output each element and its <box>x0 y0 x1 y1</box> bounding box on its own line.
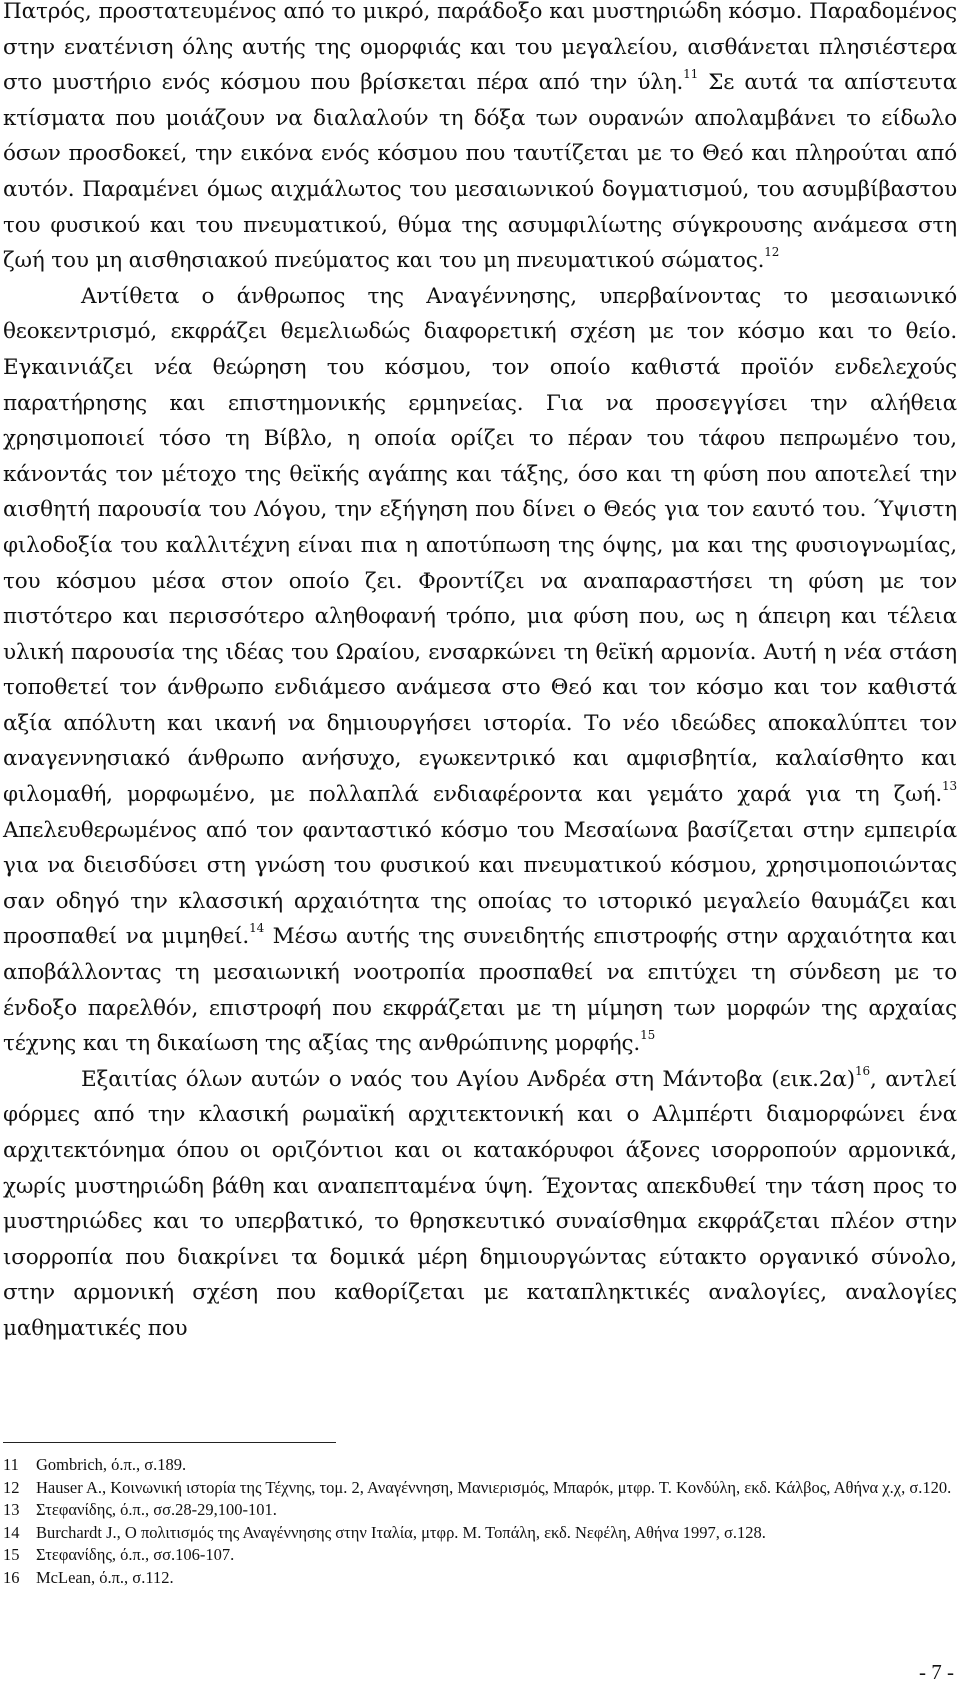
footnote-number: 16 <box>3 1567 20 1587</box>
footnotes <box>3 1454 957 1590</box>
footnote-number: 15 <box>3 1545 20 1565</box>
paragraph-2-text-cont: Απελευθερωμένος από τον φανταστικό κόσμο του Μεσαίωνα βασίζεται στην εμπειρία για να διεισδύσει στη γνώση του φυσικού και πνευματικού κόσμου, χρησιμοποιώντας σαν οδηγό την κλασσική αρχαιότητα της οποίας το ιστορικό μεγαλείο θαυμάζει και προσπαθεί να μιμηθεί. <box>3 817 957 950</box>
footnote-text: Gombrich, ό.π., σ.189. <box>36 1455 187 1474</box>
footnote-number: 14 <box>3 1522 20 1542</box>
footnote-text: McLean, ό.π., σ.112. <box>36 1567 174 1587</box>
paragraph-1 <box>3 0 957 279</box>
footnote-item <box>3 1544 957 1567</box>
paragraph-3-text: Εξαιτίας όλων αυτών ο ναός του Αγίου Ανδρέα στη Μάντοβα (εικ.2α) <box>81 1066 855 1092</box>
footnote-item <box>3 1477 957 1500</box>
footnote-ref-12[interactable]: 12 <box>764 245 780 259</box>
paragraph-2 <box>3 279 957 1062</box>
footnote-number: 13 <box>3 1500 20 1520</box>
footnote-item <box>3 1567 957 1590</box>
paragraph-3-text-cont: , αντλεί φόρμες από την κλασική ρωμαϊκή αρχιτεκτονική και ο Αλμπέρτι διαμορφώνει ένα αρχιτεκτόνημα όπου οι οριζόντιοι και οι κατακόρυφοι άξονες ισορροπούν αρμονικά, χωρίς μυστηριώδη βάθη και αναπεπταμένα ύψη. Έχοντας απεκδυθεί την τάση προς το μυστηριώδες και το υπερβατικό, το θρησκευτικό συναίσθημα εκφράζεται πλέον στην ισορροπία που διακρίνει τα δομικά μέρη δημιουργώντας εύτακτο οργανικό σύνολο, στην αρμονική σχέση που καθορίζεται με καταπληκτικές αναλογίες, αναλογίες μαθηματικές που <box>3 1066 957 1341</box>
footnote-number: 12 <box>3 1477 20 1497</box>
footnote-text: Burchardt J., Ο πολιτισμός της Αναγέννησης στην Ιταλία, μτφρ. Μ. Τοπάλη, εκδ. Νεφέλη, Αθήνα 1997, σ.128. <box>36 1522 766 1542</box>
footnote-ref-15[interactable]: 15 <box>640 1028 656 1043</box>
footnote-ref-16[interactable]: 16 <box>854 1063 870 1078</box>
paragraph-1-text-cont: Σε αυτά τα απίστευτα κτίσματα που μοιάζουν να διαλαλούν τη δόξα των ουρανών απολαμβάνει το είδωλο όσων προσδοκεί, την εικόνα ενός κόσμου που ταυτίζεται με το Θεό και πληρούται από αυτόν. Παραμένει όμως αιχμάλωτος του μεσαιωνικού δογματισμού, του ασυμβίβαστου του φυσικού και του πνευματικού, θύμα της ασυμφιλίωτης σύγκρουσης ανάμεσα στη ζωή του μη αισθησιακού πνεύματος και του μη πνευματικού σώματος. <box>3 70 958 274</box>
footnote-text: Στεφανίδης, ό.π., σσ.28-29,100-101. <box>36 1500 277 1520</box>
paragraph-3 <box>3 1062 957 1347</box>
footnote-ref-13[interactable]: 13 <box>942 778 957 793</box>
page-number: - 7 - <box>919 1660 954 1684</box>
paragraph-1-text: Πατρός, προστατευμένος από το μικρό, παράδοξο και μυστηριώδη κόσμο. Παραδομένος στην ενατένιση όλης αυτής της ομορφιάς και του μεγαλείου, αισθάνεται πλησιέστερα στο μυστήριο ενός κόσμου που βρίσκεται πέρα από την ύλη. <box>3 0 957 96</box>
body-text <box>3 0 957 1347</box>
paragraph-2-text-cont2: Μέσω αυτής της συνειδητής επιστροφής στην αρχαιότητα και αποβάλλοντας τη μεσαιωνική νοοτροπία προσπαθεί να επιτύχει τη σύνδεση με το ένδοξο παρελθόν, επιστροφή που εκφράζεται με τη μίμηση των μορφών της αρχαίας τέχνης και τη δικαίωση της αξίας της ανθρώπινης μορφής. <box>3 924 958 1057</box>
footnote-separator <box>3 1442 336 1443</box>
footnote-ref-14[interactable]: 14 <box>249 921 265 936</box>
paragraph-2-text: Αντίθετα ο άνθρωπος της Αναγέννησης, υπερβαίνοντας το μεσαιωνικό θεοκεντρισμό, εκφράζει θεμελιωδώς διαφορετική σχέση με τον κόσμο και το θείο. Εγκαινιάζει νέα θεώρηση του κόσμου, τον οποίο καθιστά προϊόν ενδελεχούς παρατήρησης και επιστημονικής ερμηνείας. Για να προσεγγίσει την αλήθεια χρησιμοποιεί τόσο τη Βίβλο, η οποία ορίζει το πέραν του τάφου πεπρωμένο του, κάνοντάς τον μέτοχο της θεϊκής αγάπης και τάξης, όσο και τη φύση που αποτελεί την αισθητή παρουσία του Λόγου, την εξήγηση που δίνει ο Θεός για τον εαυτό του. Ύψιστη φιλοδοξία του καλλιτέχνη είναι πια η αποτύπωση της όψης, μα και της φυσιογνωμίας, του κόσμου μέσα στον οποίο ζει. Φροντίζει να αναπαραστήσει τη φύση με τον πιστότερο και περισσότερο αληθοφανή τρόπο, μια φύση που, ως η άπειρη και τέλεια υλική παρουσία της ιδέας του Ωραίου, ενσαρκώνει τη θεϊκή αρμονία. Αυτή η νέα στάση τοποθετεί τον άνθρωπο ενδιάμεσο ανάμεσα στο Θεό και τον κόσμο και τον καθιστά αξία απόλυτη και ικανή να δημιουργήσει ιστορία. Το νέο ιδεώδες αποκαλύπτει τον αναγεννησιακό άνθρωπο ανήσυχο, εγωκεντρικό και αμφισβητία, καλαίσθητο και φιλομαθή, μορφωμένο, με πολλαπλά ενδιαφέροντα και γεμάτο χαρά για τη ζωή. <box>3 283 957 808</box>
footnote-text: Hauser A., Κοινωνική ιστορία της Τέχνης, τομ. 2, Αναγέννηση, Μανιερισμός, Μπαρόκ, μτφρ. Τ. Κονδύλη, εκδ. Κάλβος, Αθήνα χ.χ, σ.120. <box>36 1477 952 1497</box>
footnote-item <box>3 1522 957 1545</box>
footnote-item <box>3 1454 957 1477</box>
footnote-item <box>3 1499 957 1522</box>
footnote-text: Στεφανίδης, ό.π., σσ.106-107. <box>36 1545 235 1565</box>
footnote-ref-11[interactable]: 11 <box>683 67 699 82</box>
footnote-number: 11 <box>3 1455 19 1474</box>
